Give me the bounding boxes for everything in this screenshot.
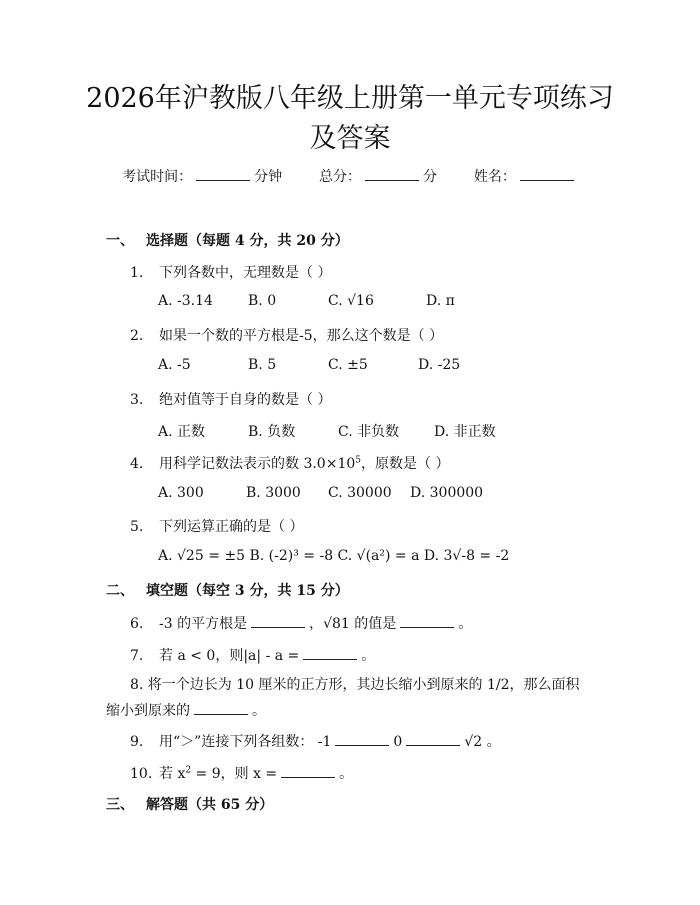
time-blank[interactable]	[196, 168, 250, 181]
name-label: 姓名：	[473, 169, 516, 185]
question-6	[130, 613, 472, 633]
question-text: 8. 将一个边长为 10 厘米的正方形，其边长缩小到原来的 1/2，那么面积缩小到原来的	[106, 677, 580, 719]
section-number: 二、	[106, 583, 134, 599]
answer-blank[interactable]	[335, 733, 389, 746]
option-d[interactable]: D. π	[426, 293, 455, 309]
answer-blank[interactable]	[400, 615, 454, 628]
question-number: 1.	[130, 265, 144, 281]
section-number: 一、	[106, 233, 134, 249]
question-number: 2.	[130, 328, 144, 344]
question-text-tail: ，原数是（ ）	[361, 456, 450, 472]
score-label: 总分：	[319, 169, 361, 185]
option-c[interactable]: C. √16	[328, 293, 374, 309]
question-text: 。	[361, 648, 376, 664]
options-3	[158, 421, 496, 441]
question-4	[130, 453, 449, 473]
question-text: 下列各数中，无理数是（ ）	[159, 265, 332, 281]
option-d[interactable]: D. 300000	[410, 485, 484, 501]
answer-blank[interactable]	[406, 733, 460, 746]
question-text: √2 。	[464, 734, 501, 750]
option-a[interactable]: A. 正数	[158, 424, 206, 440]
exponent: 5	[355, 455, 361, 466]
options-4	[158, 485, 483, 501]
question-text: 如果一个数的平方根是-5，那么这个数是（ ）	[159, 328, 444, 344]
question-text: 。	[339, 766, 354, 782]
option-c[interactable]: C. 30000	[328, 485, 392, 501]
question-3	[130, 389, 331, 409]
question-text: 若 a < 0，则|a| - a =	[159, 648, 300, 664]
score-unit: 分	[423, 169, 437, 185]
question-9	[130, 731, 501, 751]
question-text: 下列运算正确的是（ ）	[159, 519, 304, 535]
question-text: ，√81 的值是	[309, 616, 397, 632]
question-text: = 9，则 x =	[191, 766, 278, 782]
option-b[interactable]: B. 负数	[248, 424, 296, 440]
options-2	[158, 357, 460, 373]
question-5	[130, 516, 303, 536]
exam-meta	[0, 166, 700, 186]
section-number: 三、	[106, 797, 134, 813]
question-text: 。	[458, 616, 473, 632]
option-c[interactable]: C. 非负数	[338, 424, 400, 440]
section-heading-3	[106, 794, 273, 814]
options-5[interactable]	[158, 548, 509, 564]
answer-blank[interactable]	[303, 647, 357, 660]
option-a[interactable]: A. -3.14	[158, 293, 213, 309]
options-1	[158, 293, 455, 309]
question-text: 绝对值等于自身的数是（ ）	[159, 392, 332, 408]
option-a[interactable]: A. 300	[158, 485, 204, 501]
time-unit: 分钟	[254, 169, 283, 185]
answer-blank[interactable]	[194, 702, 248, 715]
option-c[interactable]: C. ±5	[328, 357, 368, 373]
question-text: 若 x	[159, 766, 186, 782]
option-b[interactable]: B. 0	[248, 293, 277, 309]
option-a[interactable]: A. -5	[158, 357, 191, 373]
page-title: 2026年沪教版八年级上册第一单元专项练习	[86, 83, 614, 114]
question-text: -3 的平方根是	[159, 616, 248, 632]
page-title-line2: 及答案	[309, 123, 391, 154]
section-title: 选择题（每题 4 分，共 20 分）	[146, 233, 349, 249]
answer-blank[interactable]	[281, 765, 335, 778]
score-blank[interactable]	[365, 168, 419, 181]
option-b[interactable]: B. 5	[248, 357, 277, 373]
question-2	[130, 325, 443, 345]
question-number: 6.	[130, 616, 144, 632]
section-heading-1	[106, 230, 349, 250]
section-heading-2	[106, 580, 349, 600]
option-b[interactable]: B. 3000	[246, 485, 301, 501]
question-number: 7.	[130, 648, 144, 664]
question-text: 0	[393, 734, 403, 750]
question-text: 用“＞”连接下列各组数： -1	[159, 734, 332, 750]
question-8	[106, 672, 590, 724]
question-10	[130, 763, 353, 783]
option-d[interactable]: D. -25	[418, 357, 461, 373]
section-title: 填空题（每空 3 分，共 15 分）	[146, 583, 349, 599]
question-number: 3.	[130, 392, 144, 408]
question-text: 。	[252, 703, 266, 719]
answer-blank[interactable]	[251, 615, 305, 628]
name-blank[interactable]	[520, 168, 574, 181]
section-title: 解答题（共 65 分）	[146, 797, 274, 813]
question-number: 5.	[130, 519, 144, 535]
options-line: A. √25 = ±5 B. (-2)³ = -8 C. √(a²) = a D. 3√-8 = -2	[158, 548, 510, 564]
time-label: 考试时间：	[122, 169, 193, 185]
question-number: 10.	[130, 766, 153, 782]
option-d[interactable]: D. 非正数	[434, 424, 496, 440]
exponent: 2	[185, 765, 192, 776]
question-number: 9.	[130, 734, 144, 750]
question-1	[130, 262, 331, 282]
question-text: 用科学记数法表示的数 3.0×10	[159, 456, 356, 472]
question-7	[130, 645, 375, 665]
question-number: 4.	[130, 456, 144, 472]
